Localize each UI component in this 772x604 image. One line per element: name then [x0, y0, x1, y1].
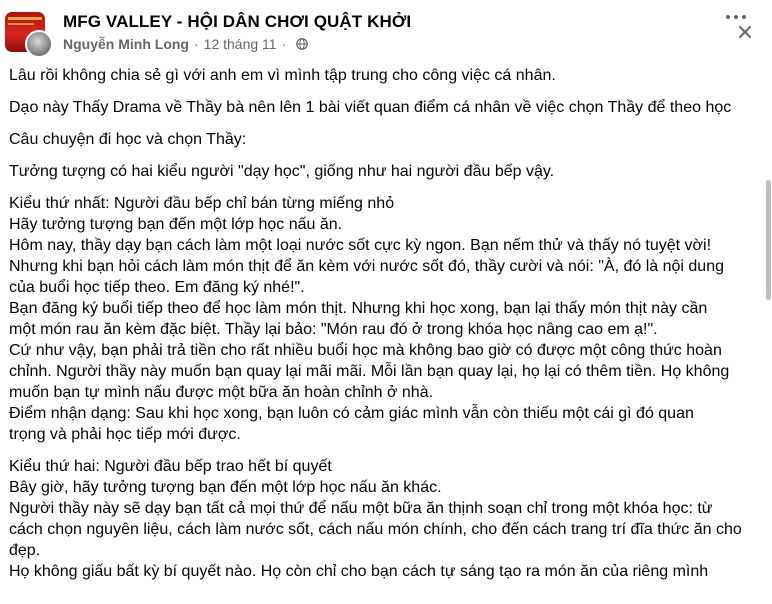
post-line: Bạn đăng ký buổi tiếp theo để học làm món thịt. Nhưng khi học xong, bạn lại thấy món thịt này cần: [9, 300, 708, 317]
post-line: Hôm nay, thầy dạy bạn cách làm một loại nước sốt cực kỳ ngon. Bạn nếm thử và thấy nó tuyệt vời!: [9, 237, 712, 254]
post-content: [9, 65, 769, 593]
meta-separator-2: ·: [281, 36, 287, 52]
post-line: trọng và phải học tiếp mới được.: [9, 426, 241, 443]
post-paragraph: Dạo này Thấy Drama về Thầy bà nên lên 1 bài viết quan điểm cá nhân về việc chọn Thầy để theo học: [9, 99, 732, 116]
post-line: muốn bạn tự mình nấu được một bữa ăn hoàn chỉnh ở nhà.: [9, 384, 434, 401]
post-paragraph: Lâu rồi không chia sẻ gì với anh em vì mình tập trung cho công việc cá nhân.: [9, 67, 556, 84]
post-line: Điểm nhận dạng: Sau khi học xong, bạn luôn có cảm giác mình vẫn còn thiếu một cái gì đó quan: [9, 405, 694, 422]
post-line: Họ không giấu bất kỳ bí quyết nào. Họ còn chỉ cho bạn cách tự sáng tạo ra món ăn của riêng mình: [9, 563, 709, 580]
post-line: Bây giờ, hãy tưởng tượng bạn đến một lớp học nấu ăn khác.: [9, 479, 442, 496]
group-name-link[interactable]: MFG VALLEY - HỘI DÂN CHƠI QUẬT KHỞI: [63, 12, 412, 31]
post-paragraph: Câu chuyện đi học và chọn Thầy:: [9, 131, 247, 148]
more-options-icon[interactable]: [726, 10, 752, 24]
post-line: đẹp.: [9, 542, 41, 559]
post-line: Người thầy này sẽ dạy bạn tất cả mọi thứ để nấu một bữa ăn thịnh soạn chỉ trong một khóa học: từ: [9, 500, 713, 517]
post-line: Kiểu thứ nhất: Người đầu bếp chỉ bán từng miếng nhỏ: [9, 195, 395, 212]
post-timestamp-link[interactable]: 12 tháng 11: [203, 36, 277, 52]
group-avatar-banner-text: [8, 23, 34, 25]
globe-icon[interactable]: [296, 38, 308, 50]
post-line: chỉnh. Người thầy này muốn bạn quay lại mãi mãi. Mỗi lần bạn quay lại, họ lại có thêm tiền. Họ không: [9, 363, 730, 380]
post-block-type-two: [9, 456, 769, 582]
post-header: [0, 0, 772, 62]
group-avatar-banner: [8, 17, 42, 20]
post-line: Hãy tưởng tượng bạn đến một lớp học nấu ăn.: [9, 216, 343, 233]
meta-separator: ·: [193, 36, 199, 52]
post-line: một món rau ăn kèm đặc biệt. Thầy lại bảo: "Món rau đó ở trong khóa học nâng cao em ạ!".: [9, 321, 658, 338]
post-line: của buổi học tiếp theo. Em đăng ký nhé!".: [9, 279, 305, 296]
post-line: Kiểu thứ hai: Người đầu bếp trao hết bí quyết: [9, 458, 332, 475]
post-block-type-one: [9, 193, 769, 445]
avatar-group[interactable]: [5, 12, 51, 58]
close-icon[interactable]: [738, 25, 752, 39]
post-line: cách chọn nguyên liệu, cách làm nước sốt, cách nấu món chính, cho đến cách trang trí đĩa thức ăn cho: [9, 521, 742, 538]
author-name-link[interactable]: Nguyễn Minh Long: [63, 36, 189, 52]
post-meta: [63, 36, 308, 52]
post-paragraph: Tưởng tượng có hai kiểu người "dạy học", giống như hai người đầu bếp vậy.: [9, 163, 555, 180]
scrollbar-thumb[interactable]: [766, 180, 771, 300]
author-avatar[interactable]: [25, 30, 53, 58]
post-line: Nhưng khi bạn hỏi cách làm món thịt để ăn kèm với nước sốt đó, thầy cười và nói: "À, đó là nội dung: [9, 258, 724, 275]
post-line: Cứ như vậy, bạn phải trả tiền cho rất nhiều buổi học mà không bao giờ có được một công thức hoàn: [9, 342, 722, 359]
